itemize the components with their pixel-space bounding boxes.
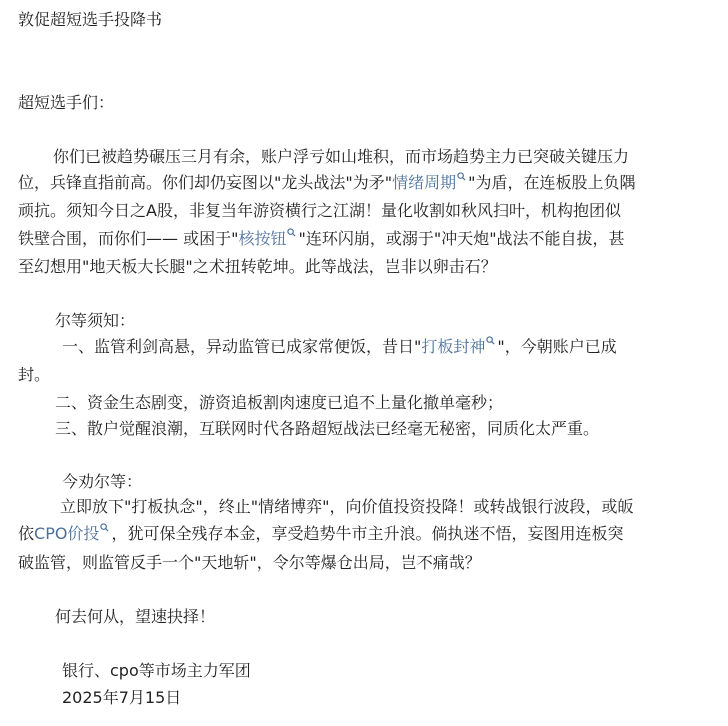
link-cpo-value[interactable]: CPO价投 <box>34 524 111 543</box>
search-icon <box>457 172 466 181</box>
para1-line3: 顽抗。须知今日之A股，非复当年游资横行之江湖！量化收割如秋风扫叶，机构抱团似 <box>18 201 621 220</box>
link-nuclear-button[interactable]: 核按钮 <box>238 229 298 248</box>
know-item-2: 二、资金生态剧变，游资追板割肉速度已追不上量化撤单毫秒； <box>55 393 504 412</box>
signature: 银行、cpo等市场主力军团 <box>62 661 251 680</box>
advise-line1: 立即放下"打板执念"，终止"情绪博弈"，向价值投资投降！或转战银行波段，或皈 <box>60 497 634 516</box>
advise-line3: 破监管，则监管反手一个"天地斩"，令尔等爆仓出局，岂不痛哉？ <box>18 553 481 572</box>
advise-heading: 今劝尔等： <box>62 472 143 491</box>
closing-line: 何去何从，望速抉择！ <box>55 607 216 626</box>
search-icon <box>100 523 109 532</box>
search-icon <box>486 336 495 345</box>
know-item-1: 一、监管利剑高悬，异动监管已成家常便饭，昔日"打板封神 "，今朝账户已成 <box>62 337 617 356</box>
search-icon <box>287 228 296 237</box>
link-board-god[interactable]: 打板封神 <box>421 337 497 356</box>
know-item-1-cont: 封。 <box>18 365 51 384</box>
para1-line2: 位，兵锋直指前高。你们却仍妄图以"龙头战法"为矛"情绪周期 "为盾，在连板股上负隅 <box>18 173 636 192</box>
para1-line1: 你们已被趋势碾压三月有余，账户浮亏如山堆积，而市场趋势主力已突破关键压力 <box>53 147 630 166</box>
know-heading: 尔等须知： <box>55 311 136 330</box>
document-title: 敦促超短选手投降书 <box>18 10 163 29</box>
salutation: 超短选手们： <box>18 93 115 112</box>
para1-line5: 至幻想用"地天板大长腿"之术扭转乾坤。此等战法，岂非以卵击石？ <box>18 257 497 276</box>
advise-line2: 依CPO价投 ，犹可保全残存本金，享受趋势牛市主升浪。倘执迷不悟，妄图用连板突 <box>18 524 624 543</box>
date: 2025年7月15日 <box>62 688 182 707</box>
link-emotion-cycle[interactable]: 情绪周期 <box>392 173 468 192</box>
know-item-3: 三、散户觉醒浪潮，互联网时代各路超短战法已经毫无秘密，同质化太严重。 <box>55 419 600 438</box>
para1-line4: 铁壁合围，而你们—— 或困于"核按钮 "连环闪崩，或溺于"冲天炮"战法不能自拔，甚 <box>18 229 625 248</box>
